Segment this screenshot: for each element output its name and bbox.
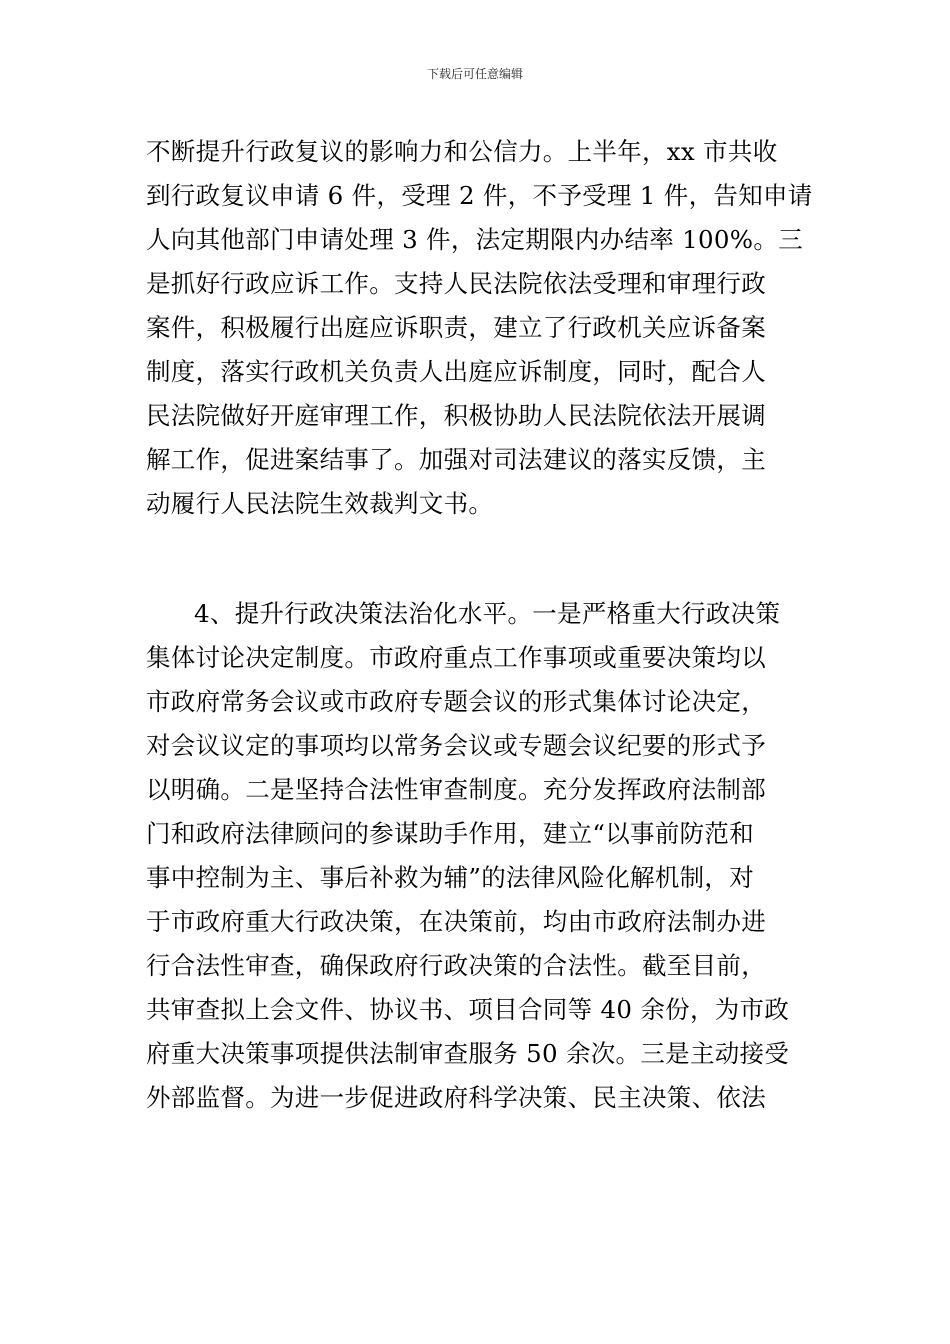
paragraph-administrative-litigation [146, 130, 813, 526]
paragraph-decision-making [146, 592, 806, 1120]
text-line: 府重大决策事项提供法制审查服务 50 余次。三是主动接受 [146, 1039, 790, 1068]
text-line: 事中控制为主、事后补救为辅”的法律风险化解机制，对 [146, 863, 755, 892]
text-line: 到行政复议申请 6 件，受理 2 件，不予受理 1 件，告知申请 [146, 181, 813, 210]
text-line: 外部监督。为进一步促进政府科学决策、民主决策、依法 [146, 1083, 766, 1112]
text-line: 动履行人民法院生效裁判文书。 [146, 489, 494, 518]
text-line: 案件，积极履行出庭应诉职责，建立了行政机关应诉备案 [146, 313, 766, 342]
text-line: 共审查拟上会文件、协议书、项目合同等 40 余份，为市政 [146, 995, 790, 1024]
text-line: 集体讨论决定制度。市政府重点工作事项或重要决策均以 [146, 643, 766, 672]
text-line: 市政府常务会议或市政府专题会议的形式集体讨论决定， [146, 687, 766, 716]
document-body [146, 130, 813, 1120]
text-line: 以明确。二是坚持合法性审查制度。充分发挥政府法制部 [146, 775, 766, 804]
text-line: 不断提升行政复议的影响力和公信力。上半年，xx 市共收 [146, 137, 778, 166]
text-line: 解工作，促进案结事了。加强对司法建议的落实反馈，主 [146, 445, 766, 474]
text-line: 制度，落实行政机关负责人出庭应诉制度，同时，配合人 [146, 357, 766, 386]
text-line: 是抓好行政应诉工作。支持人民法院依法受理和审理行政 [146, 269, 766, 298]
text-line: 民法院做好开庭审理工作，积极协助人民法院依法开展调 [146, 401, 766, 430]
text-line: 于市政府重大行政决策，在决策前，均由市政府法制办进 [146, 907, 766, 936]
text-line: 人向其他部门申请处理 3 件，法定期限内办结率 100%。三 [146, 225, 803, 254]
paragraph-gap [146, 526, 806, 592]
text-line: 行合法性审查，确保政府行政决策的合法性。截至目前， [146, 951, 766, 980]
text-line-first-indented: 4、提升行政决策法治化水平。一是严格重大行政决策 [194, 599, 781, 628]
text-line: 对会议议定的事项均以常务会议或专题会议纪要的形式予 [146, 731, 766, 760]
text-line: 门和政府法律顾问的参谋助手作用，建立“以事前防范和 [146, 819, 755, 848]
page-header-note: 下载后可任意编辑 [426, 67, 523, 81]
